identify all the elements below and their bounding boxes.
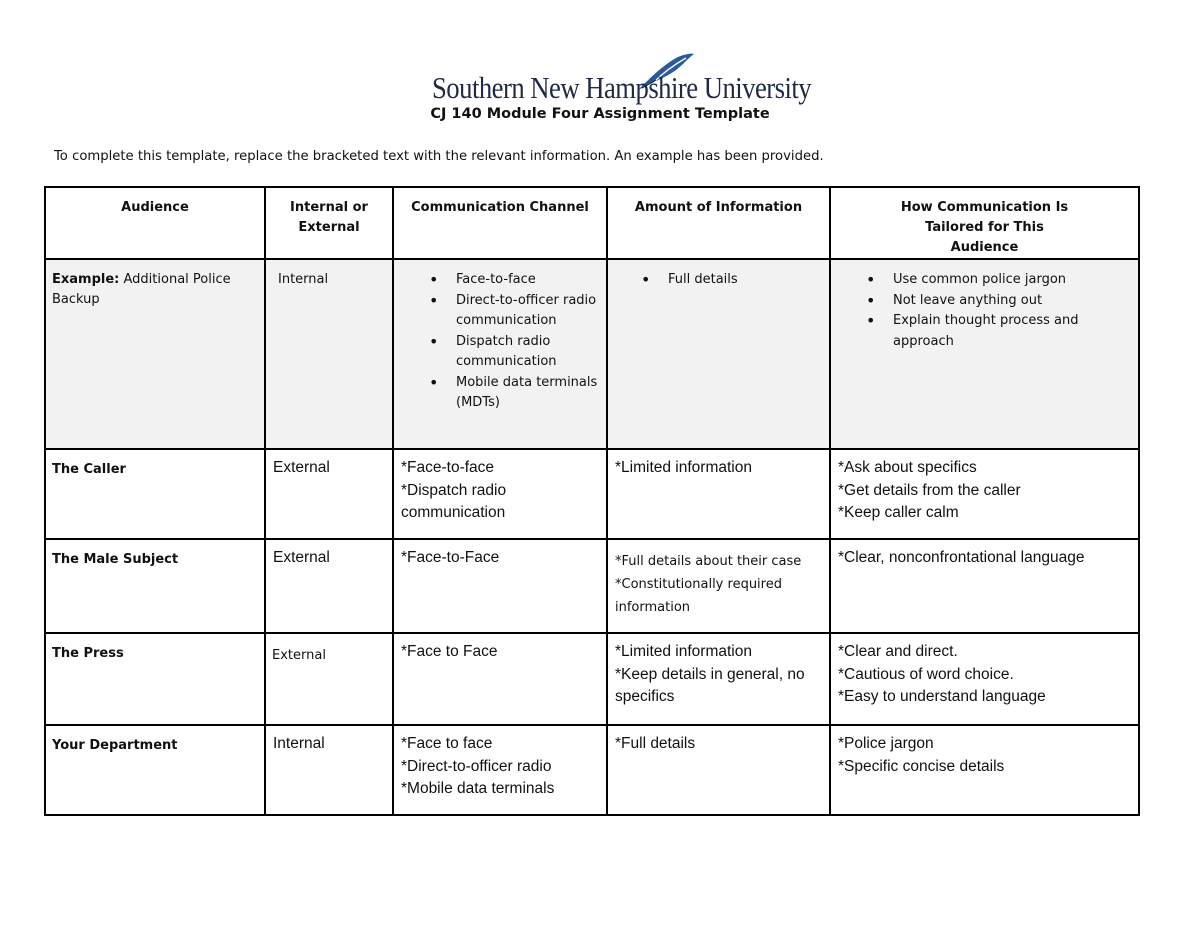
channel-cell: *Face to Face — [393, 633, 607, 725]
example-audience: Additional Police Backup — [52, 272, 231, 307]
list-item: • Direct-to-officer radio communication — [456, 291, 600, 332]
table-header-row — [45, 187, 1139, 259]
tailored-cell: *Clear, nonconfrontational language — [830, 539, 1139, 633]
audience-cell: Your Department — [45, 725, 265, 815]
table-row — [45, 449, 1139, 539]
assignment-table — [44, 186, 1140, 816]
header-internal-external: Internal or External — [265, 187, 393, 259]
tailored-cell: *Ask about specifics *Get details from the caller *Keep caller calm — [830, 449, 1139, 539]
header-how-tailored: How Communication Is Tailored for This Audience — [830, 187, 1139, 259]
list-item: • Not leave anything out — [893, 291, 1132, 312]
instructions-text: To complete this template, replace the bracketed text with the relevant information. An example has been provided. — [54, 149, 824, 164]
header-communication-channel: Communication Channel — [393, 187, 607, 259]
logo-wordmark: Southern New Hampshire University — [432, 70, 812, 105]
amount-cell: *Limited information — [607, 449, 830, 539]
table-row — [45, 725, 1139, 815]
example-amount-cell — [607, 259, 830, 449]
type-cell: Internal — [265, 725, 393, 815]
university-logo — [432, 52, 812, 105]
channel-cell: *Face-to-face *Dispatch radio communication — [393, 449, 607, 539]
example-channel-cell — [393, 259, 607, 449]
type-cell: External — [265, 633, 393, 725]
list-item: • Use common police jargon — [893, 270, 1132, 291]
audience-cell: The Press — [45, 633, 265, 725]
audience-cell: The Male Subject — [45, 539, 265, 633]
audience-cell: The Caller — [45, 449, 265, 539]
table-row — [45, 633, 1139, 725]
channel-cell: *Face-to-Face — [393, 539, 607, 633]
list-item: • Explain thought process and approach — [893, 311, 1132, 352]
example-type-cell: Internal — [265, 259, 393, 449]
amount-cell: *Full details about their case *Constitutionally required information — [607, 539, 830, 633]
list-item: • Full details — [668, 270, 823, 291]
tailored-cell: *Clear and direct. *Cautious of word choice. *Easy to understand language — [830, 633, 1139, 725]
list-item: • Mobile data terminals (MDTs) — [456, 373, 600, 414]
tailored-cell: *Police jargon *Specific concise details — [830, 725, 1139, 815]
example-row — [45, 259, 1139, 449]
type-cell: External — [265, 449, 393, 539]
type-cell: External — [265, 539, 393, 633]
example-audience-cell — [45, 259, 265, 449]
table-row — [45, 539, 1139, 633]
list-item: • Face-to-face — [456, 270, 600, 291]
amount-cell: *Limited information *Keep details in general, no specifics — [607, 633, 830, 725]
amount-cell: *Full details — [607, 725, 830, 815]
document-title: CJ 140 Module Four Assignment Template — [430, 106, 770, 122]
example-prefix: Example: — [52, 272, 120, 287]
channel-cell: *Face to face *Direct-to-officer radio *Mobile data terminals — [393, 725, 607, 815]
example-tailored-cell — [830, 259, 1139, 449]
list-item: • Dispatch radio communication — [456, 332, 600, 373]
header-audience: Audience — [45, 187, 265, 259]
header-amount-of-information: Amount of Information — [607, 187, 830, 259]
